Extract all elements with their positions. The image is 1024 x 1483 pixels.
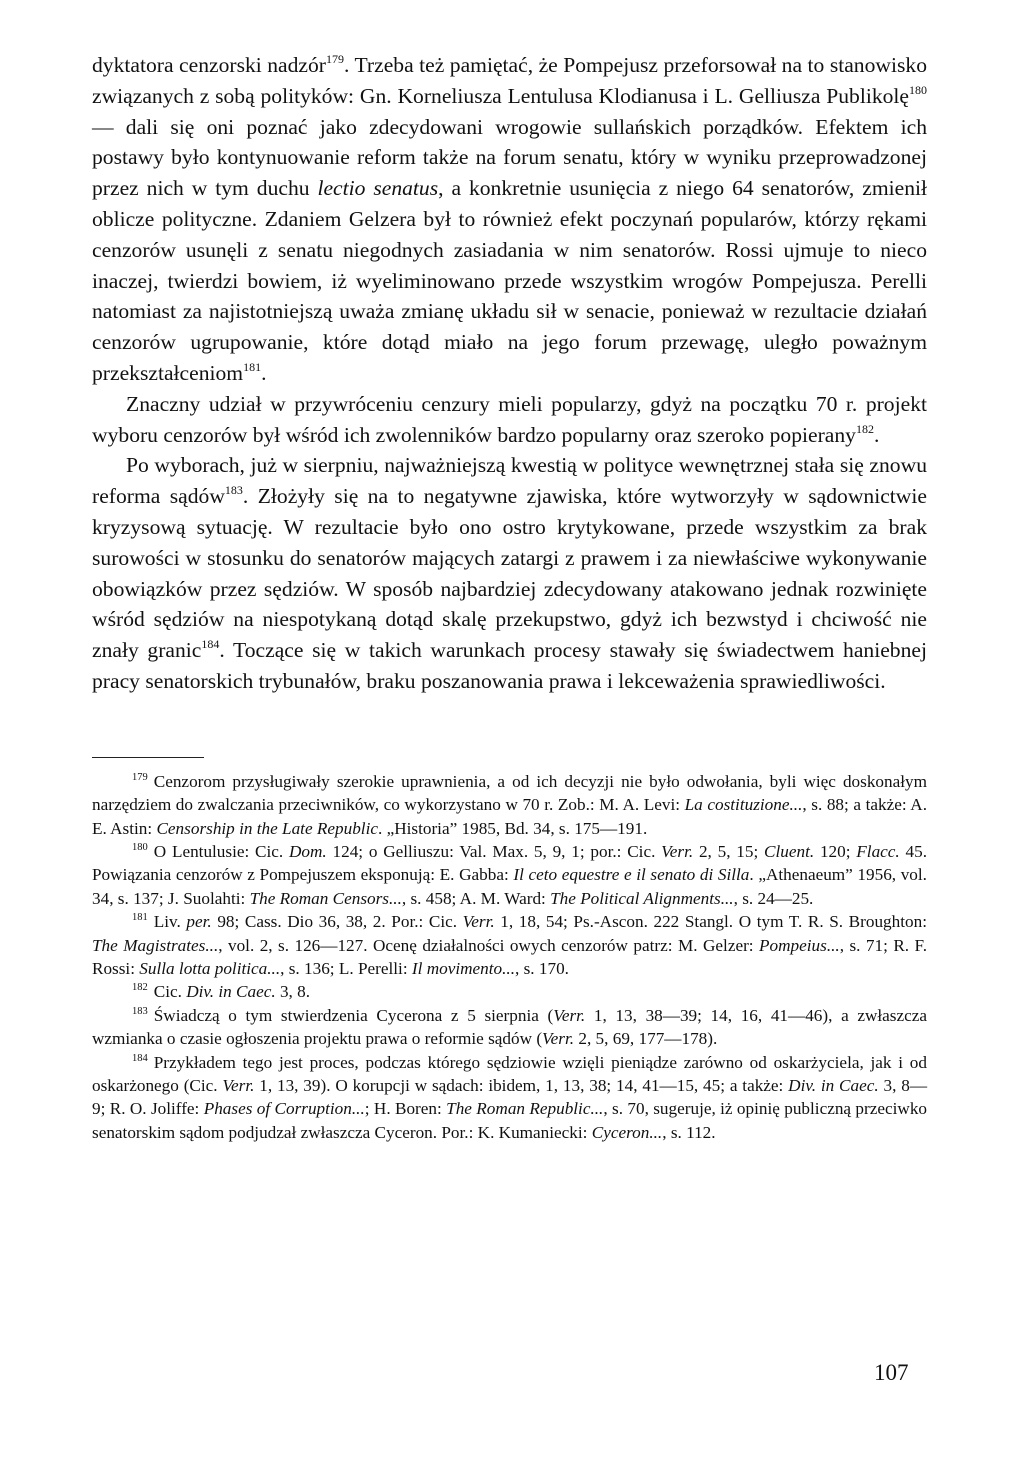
- footnote-text: 1, 13, 38—39; 14, 16, 41—46), a zwłaszcza wzmianka o czasie ogłoszenia projektu prawa o reformie sądów (: [92, 1005, 928, 1049]
- footnote-italic: Il movimento...: [411, 958, 516, 978]
- footnote-italic: Dom.: [289, 841, 327, 861]
- page: [92, 50, 927, 1144]
- main-text: [92, 50, 927, 697]
- footnote-italic: per.: [186, 912, 212, 932]
- footnote-ref-184: 184: [201, 637, 220, 652]
- footnote-text: Cenzorom przysługiwały szerokie uprawnienia, a od ich decyzji nie było odwołania, byli więc doskonałym narzędziem do zwalczania przeciwników, co wykorzystano w 70 r. Zob.: M. A. Levi:: [92, 771, 927, 815]
- footnote-text: , s. 88; a także: A. E. Astin:: [92, 795, 927, 838]
- text-span: , a konkretnie usunięcia z niego 64 senatorów, zmienił oblicze polityczne. Zdaniem Gelzera był to również efekt poczynań popularów, którzy rękami cenzorów usunęli z senatu niegodnych zasiadania w nim senatorów. Rossi ujmuje to nieco inaczej, twierdzi bowiem, iż wyeliminowano przede wszystkim wrogów Pompejusza. Perelli natomiast za najistotniejszą uważa zmianę układu sił w senacie, ponieważ w rezultacie działań cenzorów ugrupowanie, które dotąd miało na jego forum przewagę, uległo poważnym przekształceniom: [92, 176, 927, 385]
- text-span: — dali się oni poznać jako zdecydowani wrogowie sullańskich porządków. Efektem ich postawy było kontynuowanie reform także na forum senatu, który w wyniku przeprowadzonej przez nich w tym duchu: [92, 114, 927, 201]
- italic-term: lectio senatus: [317, 176, 439, 201]
- footnote-text: . „Historia” 1985, Bd. 34, s. 175—191.: [377, 818, 648, 838]
- footnote-number: 180: [132, 841, 148, 853]
- text-span: . Złożyły się na to negatywne zjawiska, które wytworzyły w sądownictwie kryzysową sytuację. W rezultacie było ono ostro krytykowane, przede wszystkim za brak surowości w stosunku do senatorów mających zatargi z prawem i za niewłaściwe wykonywanie obowiązków przez sędziów. W sposób najbardziej zdecydowany atakowano jednak rozwinięte wśród sędziów na niespotykaną dotąd skalę przekupstwo, gdyż ich bezwstyd i chciwość nie znały granic: [92, 484, 927, 663]
- footnote-text: Świadczą o tym stwierdzenia Cycerona z 5 sierpnia (: [153, 1005, 554, 1025]
- text-span: Znaczny udział w przywróceniu cenzury mieli popularzy, gdyż na początku 70 r. projekt wyboru cenzorów był wśród ich zwolenników bardzo popularny oraz szeroko popierany: [92, 391, 927, 447]
- footnote-text: , s. 458; A. M. Ward:: [401, 888, 551, 908]
- footnote-184: [92, 1051, 927, 1145]
- text-span: . Toczące się w takich warunkach procesy stawały się świadectwem haniebnej pracy senatorskich trybunałów, braku poszanowania prawa i lekceważenia sprawiedliwości.: [92, 638, 927, 693]
- footnote-text: , s. 136; L. Perelli:: [280, 958, 412, 978]
- footnote-text: 3, 8.: [275, 982, 311, 1002]
- footnote-separator: [92, 757, 204, 758]
- text-span: dyktatora cenzorski nadzór: [92, 53, 326, 77]
- footnote-number: 184: [132, 1052, 148, 1064]
- footnote-italic: The Political Alignments...: [550, 888, 734, 908]
- footnote-italic: La costituzione...: [684, 795, 803, 815]
- footnote-text: , s. 112.: [662, 1122, 716, 1142]
- footnote-text: ; H. Boren:: [364, 1099, 447, 1119]
- text-span: .: [873, 422, 880, 447]
- footnote-text: Liv.: [153, 912, 187, 932]
- text-span: Po wyborach, już w sierpniu, najważniejszą kwestią w polityce wewnętrznej stała się znowu reforma sądów: [92, 453, 927, 509]
- footnote-italic: Verr.: [553, 1005, 586, 1025]
- footnote-italic: The Magistrates...: [92, 935, 219, 955]
- footnote-text: Przykładem tego jest proces, podczas którego sędziowie wzięli pieniądze zarówno od oskarżyciela, jak i od oskarżonego (Cic.: [92, 1052, 927, 1096]
- footnotes: [92, 770, 927, 1145]
- footnote-italic: Sulla lotta politica...: [139, 958, 281, 978]
- text-span: . Trzeba też pamiętać, że Pompejusz przeforsował na to stanowisko związanych z sobą polityków: Gn. Korneliusza Lentulusa Klodianusa i L. Gelliusza Publikolę: [92, 53, 927, 108]
- footnote-italic: Div. in Caec.: [186, 982, 276, 1002]
- footnote-text: Cic.: [153, 982, 187, 1002]
- page-number: 107: [874, 1360, 909, 1385]
- footnote-ref-183: 183: [224, 483, 243, 498]
- footnote-number: 182: [132, 982, 148, 994]
- footnote-text: , s. 170.: [515, 958, 569, 978]
- footnote-ref-181: 181: [243, 359, 262, 374]
- footnote-italic: Cluent.: [764, 841, 815, 861]
- footnote-italic: Il ceto equestre e il senato di Silla: [513, 865, 750, 885]
- footnote-italic: Cyceron...: [591, 1122, 663, 1142]
- paragraph-1: [92, 50, 927, 389]
- paragraph-3: [92, 450, 927, 696]
- footnote-text: 1, 13, 39). O korupcji w sądach: ibidem, 1, 13, 38; 14, 41—15, 45; a także:: [254, 1076, 789, 1096]
- footnote-text: 2, 5, 69, 177—178).: [574, 1029, 718, 1049]
- paragraph-2: [92, 389, 927, 451]
- footnote-number: 181: [132, 912, 148, 924]
- footnote-number: 183: [132, 1005, 148, 1017]
- footnote-italic: Verr.: [462, 912, 495, 932]
- footnote-ref-182: 182: [855, 421, 874, 436]
- text-span: .: [261, 360, 267, 385]
- footnote-italic: Censorship in the Late Republic: [156, 818, 378, 838]
- footnote-italic: Verr.: [222, 1076, 255, 1096]
- footnote-text: 120;: [814, 841, 857, 861]
- footnote-italic: The Roman Censors...: [249, 888, 402, 908]
- footnote-ref-179: 179: [326, 52, 344, 66]
- footnote-text: 98; Cass. Dio 36, 38, 2. Por.: Cic.: [211, 912, 463, 932]
- footnote-text: 124; o Gelliuszu: Val. Max. 5, 9, 1; por.: Cic.: [326, 841, 662, 861]
- footnote-italic: Flacc.: [856, 841, 900, 861]
- footnote-italic: Verr.: [661, 841, 694, 861]
- footnote-text: 3, 8—9; R. O. Joliffe:: [92, 1076, 928, 1119]
- footnote-181: [92, 910, 927, 980]
- footnote-text: , vol. 2, s. 126—127. Ocenę działalności owych cenzorów patrz: M. Gelzer:: [218, 935, 760, 955]
- footnote-text: , s. 24—25.: [733, 888, 814, 908]
- footnote-180: [92, 840, 927, 910]
- footnote-text: . „Athenaeum” 1956, vol. 34, s. 137; J. Suolahti:: [92, 865, 927, 908]
- footnote-text: 1, 18, 54; Ps.-Ascon. 222 Stangl. O tym T. R. S. Broughton:: [494, 912, 927, 932]
- footnote-text: O Lentulusie: Cic.: [153, 841, 289, 861]
- footnote-number: 179: [132, 771, 148, 783]
- footnote-italic: The Roman Republic...: [446, 1099, 604, 1119]
- footnote-italic: Phases of Corruption...: [203, 1099, 365, 1119]
- footnote-italic: Verr.: [542, 1029, 575, 1049]
- footnote-text: 2, 5, 15;: [693, 841, 765, 861]
- footnote-text: 45. Powiązania cenzorów z Pompejuszem eksponują: E. Gabba:: [92, 841, 927, 885]
- footnote-text: , s. 71; R. F. Rossi:: [92, 935, 928, 978]
- footnote-italic: Div. in Caec.: [788, 1076, 879, 1096]
- footnote-text: , s. 70, sugeruje, iż opinię publiczną przeciwko senatorskim sądom podjudzał zwłaszcza Cyceron. Por.: K. Kumaniecki:: [92, 1099, 928, 1142]
- footnote-179: [92, 770, 927, 840]
- footnote-183: [92, 1004, 927, 1051]
- footnote-ref-180: 180: [909, 82, 927, 97]
- footnote-italic: Pompeius...: [759, 935, 840, 955]
- footnote-182: [92, 980, 927, 1003]
